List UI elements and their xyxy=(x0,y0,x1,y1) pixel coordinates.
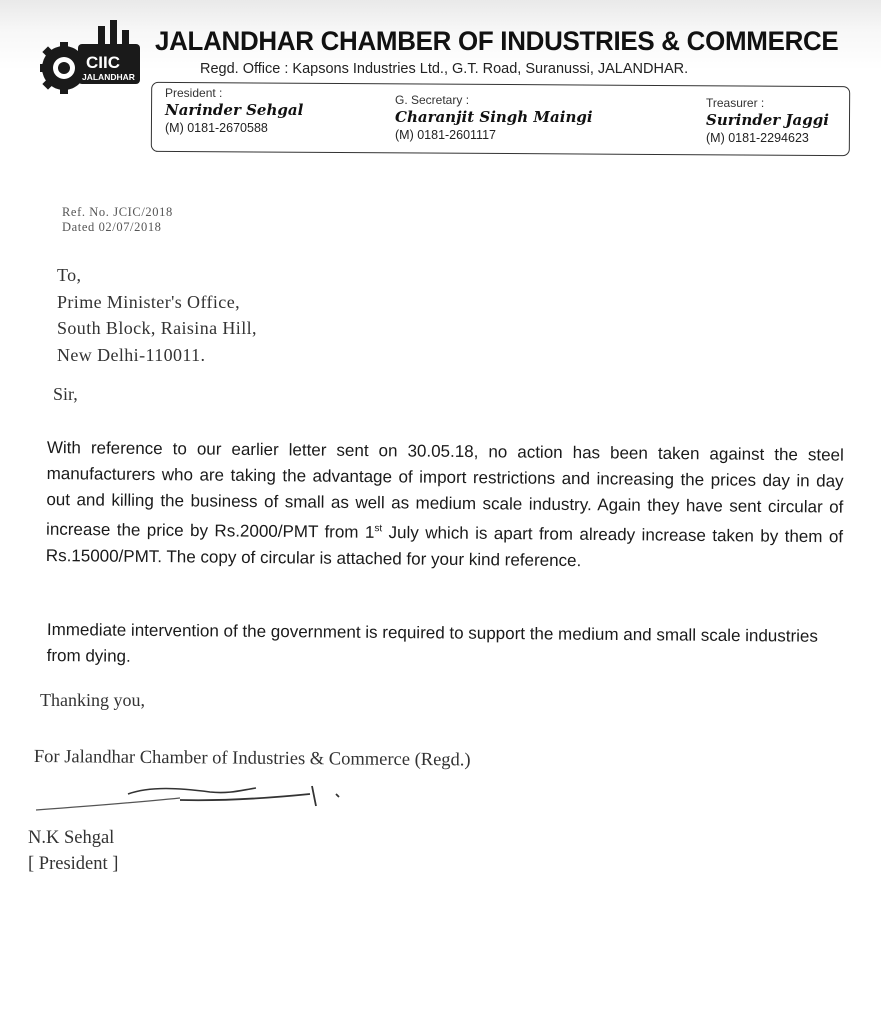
logo-letters: CIIC xyxy=(86,53,120,72)
body-text: July which is apart from already increase taken by them of Rs.15000/PMT. The copy of circular is attached for your kind reference. xyxy=(45,522,844,570)
salutation: Sir, xyxy=(53,384,78,404)
ordinal-suffix: st xyxy=(374,523,383,535)
handwritten-signature xyxy=(30,776,360,818)
body-paragraph-2: Immediate intervention of the government is required to support the medium and small scale industries from dying. xyxy=(46,619,819,666)
official-name: Narinder Sehgal xyxy=(165,101,304,119)
chamber-logo xyxy=(40,18,142,98)
official-role: Treasurer : xyxy=(706,96,765,110)
reference-number: Ref. No. JCIC/2018 xyxy=(62,205,173,219)
closing-thanks: Thanking you, xyxy=(40,690,145,710)
official-name: Charanjit Singh Maingi xyxy=(395,108,593,126)
official-phone: (M) 0181-2601117 xyxy=(395,128,496,142)
official-role: President : xyxy=(165,86,223,100)
official-phone: (M) 0181-2294623 xyxy=(706,131,809,145)
letter-date: Dated 02/07/2018 xyxy=(62,220,162,234)
signatory-designation: [ President ] xyxy=(28,854,119,874)
registered-office: Regd. Office : Kapsons Industries Ltd., G.T. Road, Suranussi, JALANDHAR. xyxy=(200,61,689,77)
closing-organization: For Jalandhar Chamber of Industries & Commerce (Regd.) xyxy=(33,747,471,771)
body-paragraph-1 xyxy=(46,435,844,576)
address-line: New Delhi-110011. xyxy=(57,344,206,365)
body-text: With reference to our earlier letter sent on 30.05.18, no action has been taken against the steel manufacturers who are taking the advantage of import restrictions and increasing the prices day in day out and killing the business of small as well as medium scale industry. Again they have sent circular of increase the price by Rs.2000/PMT from 1 xyxy=(46,437,844,542)
official-name: Surinder Jaggi xyxy=(706,111,829,129)
official-treasurer xyxy=(706,96,829,145)
address-line: Prime Minister's Office, xyxy=(57,291,240,312)
address-line: South Block, Raisina Hill, xyxy=(57,318,257,338)
logo-city: JALANDHAR xyxy=(82,72,135,82)
official-phone: (M) 0181-2670588 xyxy=(165,121,268,135)
reference-block xyxy=(62,205,173,235)
official-president xyxy=(165,86,303,135)
organization-name: JALANDHAR CHAMBER OF INDUSTRIES & COMMERCE xyxy=(155,26,839,56)
signatory-block xyxy=(28,825,118,877)
signatory-name: N.K Sehgal xyxy=(28,828,115,848)
official-secretary xyxy=(395,93,593,142)
address-to: To, xyxy=(57,265,82,285)
recipient-address xyxy=(57,262,257,368)
official-role: G. Secretary : xyxy=(395,93,470,107)
